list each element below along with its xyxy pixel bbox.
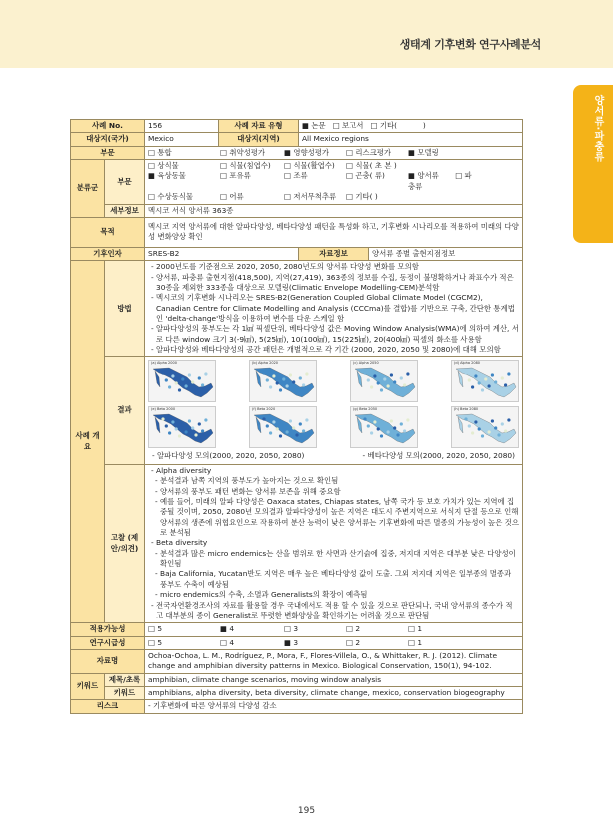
map-pixel [484,424,487,427]
region: All Mexico regions [299,133,523,146]
map-pixel [168,432,171,435]
keywords: amphibians, alpha diversity, beta diversity, climate change, mexico, conservation biogeography [145,687,523,700]
case-table [70,119,523,714]
result-maps-alpha [148,358,519,404]
map-pixel [171,421,174,424]
discussion-item: - 분석결과 많은 micro endemics는 산을 범위로 한 사면과 산기슭에 집중, 저지대 지역은 대부분 낮은 다양성이 확인됨 [155,548,516,569]
map-pixel [471,386,474,389]
case-no-label: 사례 No. [71,120,145,133]
class-opt: □ 상식물 [148,161,179,171]
map-pixel [286,385,289,388]
map-pixel [468,425,471,428]
map-pixel [175,382,178,385]
urgency-options [145,636,523,649]
type-options [299,120,523,133]
map-figure: (g) Beta 2050 [350,406,418,448]
map-pixel [488,431,491,434]
risk: - 기후변화에 따른 양서류의 다양성 감소 [145,700,523,713]
urgency-opt: □ 1 [408,637,423,647]
map-pixel [188,420,191,423]
map-pixel [171,375,174,378]
map-pixel [188,374,191,377]
discussion-item: - Beta diversity [151,538,208,548]
discussion-item: - 예를 들어, 미래의 알파 다양성은 Oaxaca states, Chiapas states, 남쪽 국가 등 보호 가치가 있는 지역에 집중될 것이며, 2050, 2080년 모의결과 알파다양성이 높은 지역은 대도시 주변지역으로 서식지 단절 등으로 인해 양서류의 생존에 위협요인으로 작용하여 분산 능력이 낮은 양서류는 기후변화에 따른 멸종의 가능성이 높은 것으로 분석됨 [155,496,519,537]
map-pixel [181,424,184,427]
method-item: - 양서류, 파충류 출현지점(418,500), 지역(27,419), 363종의 정보를 수집, 동정이 불명확하거나 좌표수가 적은 30종을 제외한 333종을 대상으로 모델링(Climatic Envelope Modelling-CEM)분석함 [151,272,514,292]
sector-options [145,146,523,159]
map-pixel [403,384,406,387]
map-pixel [289,374,292,377]
map-pixel [198,423,201,426]
map-pixel [491,374,494,377]
sector-opt-vulnerability: □ 취약성평가 [220,147,266,157]
map-pixel [302,430,305,433]
map-pixel [272,375,275,378]
map-pixel [178,389,181,392]
class-opt: □ 수상동식물 [148,192,194,202]
type-opt-paper: ■ 논문 [302,121,326,130]
map-pixel [185,431,188,434]
method-label: 방법 [105,261,145,357]
map-pixel [383,378,386,381]
map-pixel [279,389,282,392]
method-item: - 알파다양성의 풍부도는 각 1㎢ 픽셀단위, 베타다양성 값은 Moving Window Analysis(WMA)에 의하여 계산, 서로 다른 window 크기 3(-9㎢), 5(25㎢), 10(100㎢), 15(225㎢), 20(400㎢) 픽셀의 화소를 사용함 [151,324,519,344]
map-figure: (e) Beta 2000 [148,406,216,448]
applicability-options [145,623,523,636]
map-pixel [191,427,194,430]
map-pixel [478,382,481,385]
page-number: 195 [297,806,316,816]
data-info-label: 자료정보 [299,247,369,260]
map-pixel [393,381,396,384]
map-pixel [292,381,295,384]
map-pixel [373,421,376,424]
class-options [145,160,523,204]
type-label: 사례 자료 유형 [219,120,299,133]
header-band [0,0,613,68]
discussion-item: - 전국자연환경조사의 자료를 활용할 경우 국내에서도 적용 할 수 있을 것으로 판단되나, 국내 양서류의 종수가 적고 대부분의 종이 Generalist로 뚜렷한 변화양상을 확인하기는 어려울 것으로 판단됨 [151,600,513,620]
map-pixel [380,389,383,392]
country-label: 대상지(국가) [71,133,145,146]
side-tab [573,85,613,243]
discussion-item: - Baja California, Yucatan반도 지역은 매우 높은 베타다양성 값이 도출. 그외 저지대 지역은 일부종의 멸종과 풍부도 수축이 예상됨 [155,569,512,589]
result-label: 결과 [105,357,145,464]
source: Ochoa-Ochoa, L. M., Rodríguez, P., Mora, F., Flores-Villela, O., & Whittaker, R. J. (2012). Climate change and amphibian diversity patterns in Mexico. Biological Conservation, 150(1), 94-102. [145,649,523,673]
type-opt-report: □ 보고서 [332,121,364,130]
map-pixel [178,435,181,438]
map-pixel [501,377,504,380]
result-maps-beta [148,404,519,450]
map-pixel [295,434,298,437]
map-pixel [299,377,302,380]
class-opt: □ 조류 [284,171,308,181]
urgency-opt: □ 2 [346,637,361,647]
map-pixel [396,388,399,391]
map-pixel [305,419,308,422]
map-pixel [165,379,168,382]
map-pixel [367,379,370,382]
class-opt: □ 식물( 초 본 ) [346,161,397,171]
map-pixel [497,388,500,391]
map-pixel [370,432,373,435]
type-opt-other: □ 기타( [370,121,398,130]
map-pixel [464,418,467,421]
map-figure: (h) Beta 2080 [451,406,519,448]
map-pixel [383,424,386,427]
urgency-opt: □ 4 [220,637,235,647]
map-pixel [494,427,497,430]
map-pixel [295,388,298,391]
caption-beta: - 베타다양성 모의(2000, 2020, 2050, 2080) [362,451,515,461]
map-pixel [363,418,366,421]
map-pixel [484,378,487,381]
map-pixel [168,386,171,389]
class-opt: □ 곤충( 류) [346,171,385,181]
map-pixel [406,419,409,422]
applicability-opt: □ 3 [284,624,299,634]
applicability-opt: ■ 4 [220,624,235,634]
region-label: 대상지(지역) [219,133,299,146]
map-pixel [181,378,184,381]
class-opt: □ 어류 [220,192,244,202]
discussion-item: - 양서류의 풍부도 패턴 변화는 양서류 보존을 위해 중요함 [155,486,341,496]
detail-label: 세부정보 [105,204,145,217]
discussion-item: - micro endemics의 수축, 소멸과 Generalists의 확장이 예측됨 [155,590,368,600]
class-opt [408,171,474,192]
class-opt-amphibian: ■ 양서류 [408,171,439,181]
map-pixel [266,379,269,382]
type-opt-other-close: ) [422,121,426,130]
title-abstract: amphibian, climate change scenarios, moving window analysis [145,673,523,686]
map-pixel [175,428,178,431]
sector-opt-impact: ■ 영향성평가 [284,147,330,157]
applicability-opt: □ 5 [148,624,163,634]
map-pixel [282,378,285,381]
class-opt: □ 기타( ) [346,192,378,202]
map-pixel [474,375,477,378]
map-pixel [370,386,373,389]
climate-label: 기후인자 [71,247,145,260]
class-label: 분류군 [71,160,105,218]
method [145,261,523,357]
map-pixel [191,381,194,384]
source-label: 자료명 [71,649,145,673]
map-pixel [272,421,275,424]
class-opt-reptile: □ 파충류 [408,171,472,191]
map-pixel [194,388,197,391]
method-item: - 멕시코의 기후변화 시나리오는 SRES-B2(Generation Coupled Global Climate Model (CGCM2), Canadian Centre for Climate Modelling and Analysis (CCCma)를 결합)를 기반으로 구축, 간단한 통계법인 'delta-change'방식을 이용하여 변수를 다운 스케일 함 [151,293,515,324]
map-pixel [377,382,380,385]
class-opt: ■ 육상동물 [148,171,186,181]
map-pixel [262,372,265,375]
map-pixel [464,372,467,375]
map-pixel [201,384,204,387]
map-pixel [276,428,279,431]
urgency-opt: ■ 3 [284,637,299,647]
map-pixel [497,434,500,437]
applicability-opt: □ 1 [408,624,423,634]
map-pixel [504,384,507,387]
map-pixel [406,373,409,376]
detail: 멕시코 서식 양서류 363종 [145,204,523,217]
map-pixel [165,425,168,428]
applicability-opt: □ 2 [346,624,361,634]
map-pixel [504,430,507,433]
map-figure: (f) Beta 2020 [249,406,317,448]
method-item: - 알파다양성와 베타다양성의 공간 패턴은 개별적으로 각 기간 (2000, 2020, 2050 및 2080)에 대해 모의함 [151,345,501,355]
map-pixel [468,379,471,382]
map-pixel [474,421,477,424]
class-opt: □ 식물(활엽수) [284,161,335,171]
page-header-title: 생태계 기후변화 연구사례분석 [399,38,541,51]
map-pixel [276,382,279,385]
map-pixel [403,430,406,433]
urgency-label: 연구시급성 [71,636,145,649]
data-info: 양서류 종별 출현지점정보 [369,247,523,260]
caption-alpha: - 알파다양성 모의(2000, 2020, 2050, 2080) [152,451,305,461]
purpose-label: 목적 [71,217,145,247]
map-pixel [204,419,207,422]
map-pixel [377,428,380,431]
map-pixel [501,423,504,426]
map-pixel [387,431,390,434]
map-pixel [279,435,282,438]
sector-opt-integrated: □ 통합 [148,147,172,157]
keyword-sub-label: 키워드 [105,687,145,700]
purpose: 멕시코 지역 양서류에 대한 알파다양성, 베타다양성 패턴을 특성화 하고, 기후변화 시나리오를 적용하여 미래의 다양성 변화양상 확인 [145,217,523,247]
map-pixel [390,420,393,423]
sector-opt-risk: □ 리스크평가 [346,147,392,157]
map-pixel [373,375,376,378]
class-opt: □ 식물(침엽수) [220,161,271,171]
map-pixel [507,419,510,422]
result [145,357,523,464]
map-pixel [363,372,366,375]
case-overview-label: 사례 개요 [71,261,105,623]
map-pixel [282,424,285,427]
map-pixel [390,374,393,377]
sector-label: 부문 [71,146,145,159]
map-pixel [201,430,204,433]
map-pixel [289,420,292,423]
map-pixel [161,418,164,421]
country: Mexico [145,133,219,146]
map-pixel [488,385,491,388]
map-pixel [269,386,272,389]
discussion [145,464,523,622]
class-sector-label: 부문 [105,160,145,204]
discussion-label: 고찰 (제안/의견) [105,464,145,622]
map-pixel [302,384,305,387]
risk-label: 리스크 [71,700,145,713]
case-no: 156 [145,120,219,133]
keyword-label: 키워드 [71,673,105,700]
method-item: - 2000년도를 기준점으로 2020, 2050, 2080년도의 양서류 다양성 변화를 모의함 [151,262,419,272]
map-pixel [387,385,390,388]
map-pixel [507,373,510,376]
map-figure: (a) Alpha 2000 [148,360,216,402]
applicability-label: 적용가능성 [71,623,145,636]
map-pixel [396,434,399,437]
map-pixel [262,418,265,421]
map-pixel [269,432,272,435]
map-pixel [400,423,403,426]
map-figure: (c) Alpha 2050 [350,360,418,402]
map-pixel [185,385,188,388]
map-pixel [299,423,302,426]
map-pixel [204,373,207,376]
discussion-item: - Alpha diversity [151,465,212,475]
map-pixel [471,432,474,435]
map-pixel [194,434,197,437]
map-pixel [393,427,396,430]
map-pixel [481,389,484,392]
map-pixel [380,435,383,438]
class-opt: □ 저서무척추류 [284,192,337,202]
map-pixel [198,377,201,380]
map-pixel [292,427,295,430]
side-tab-label: 양서류·파충류 [592,95,603,163]
map-pixel [367,425,370,428]
discussion-item: - 분석결과 남쪽 지역의 풍부도가 높아지는 것으로 확인됨 [155,476,339,486]
map-pixel [286,431,289,434]
map-pixel [491,420,494,423]
map-figure: (d) Alpha 2080 [451,360,519,402]
map-pixel [481,435,484,438]
climate: SRES-B2 [145,247,299,260]
urgency-opt: □ 5 [148,637,163,647]
map-pixel [494,381,497,384]
map-pixel [266,425,269,428]
map-pixel [305,373,308,376]
sector-opt-modeling: ■ 모델링 [408,147,439,157]
map-pixel [400,377,403,380]
class-opt: □ 포유류 [220,171,251,181]
map-pixel [161,372,164,375]
map-figure: (b) Alpha 2020 [249,360,317,402]
title-abstract-label: 제목/초록 [105,673,145,686]
map-pixel [478,428,481,431]
